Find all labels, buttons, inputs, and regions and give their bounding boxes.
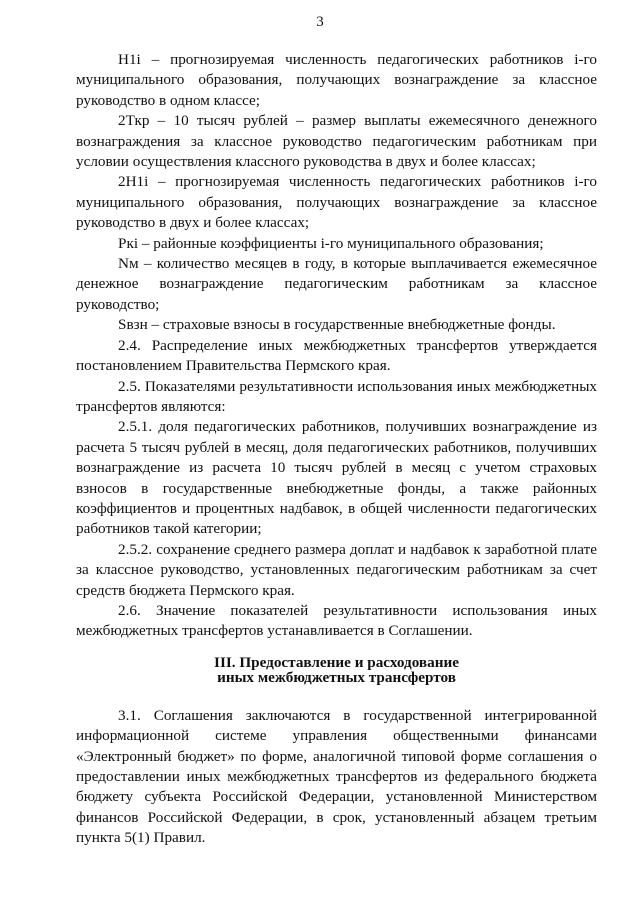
paragraph-3-1: 3.1. Соглашения заключаются в государственной интегрированной информационной системе управления общественными финансами «Электронный бюджет» по форме, аналогичной типовой форме соглашения о предоставлении иных межбюджетных трансфертов из федерального бюджета бюджету субъекта Российской Федерации, установленной Министерством финансов Российской Федерации, в срок, установленный абзацем третьим пункта 5(1) Правил.: [76, 706, 597, 847]
paragraph-2-5-2: 2.5.2. сохранение среднего размера доплат и надбавок к заработной плате за классное руководство, установленных педагогическим работникам за счет средств бюджета Пермского края.: [76, 540, 597, 599]
section-heading: [76, 655, 597, 685]
paragraph-2tkr: 2Ткр – 10 тысяч рублей – размер выплаты ежемесячного денежного вознаграждения за классное руководство педагогическим работникам при условии осуществления классного руководства в двух и более классах;: [76, 112, 597, 171]
section-heading-line-2: иных межбюджетных трансфертов: [217, 668, 456, 686]
paragraph-nm: Nм – количество месяцев в году, в которые выплачивается ежемесячное денежное вознаграждение педагогическим работникам за классное руководство;: [76, 255, 597, 313]
paragraph-rki: Ркi – районные коэффициенты i-го муниципального образования;: [118, 234, 544, 252]
paragraph-2-6: 2.6. Значение показателей результативности использования иных межбюджетных трансфертов устанавливается в Соглашении.: [76, 601, 597, 640]
paragraph-2h1i: 2Н1i – прогнозируемая численность педагогических работников i-го муниципального образования, получающих вознаграждение за классное руководство в двух и более классах;: [76, 173, 597, 232]
paragraph-svzn: Sвзн – страховые взносы в государственные внебюджетные фонды.: [118, 316, 556, 334]
page-number: 3: [316, 14, 324, 30]
section-heading-line-1: III. Предоставление и расходование: [214, 653, 459, 671]
paragraph-2-5-1: 2.5.1. доля педагогических работников, получивших вознаграждение из расчета 5 тысяч рублей в месяц, доля педагогических работников, получивших вознаграждение из расчета 10 тысяч рублей в месяц с учетом страховых взносов в государственные внебюджетные фонды, а также районных коэффициентов и процентных надбавок, в общей численности педагогических работников такой категории;: [76, 418, 597, 538]
paragraph-h1i: Н1i – прогнозируемая численность педагогических работников i-го муниципального образования, получающих вознаграждение за классное руководство в одном классе;: [76, 51, 597, 109]
paragraph-2-4: 2.4. Распределение иных межбюджетных трансфертов утверждается постановлением Правительства Пермского края.: [76, 336, 597, 375]
document-body: [76, 50, 597, 849]
paragraph-2-5: 2.5. Показателями результативности использования иных межбюджетных трансфертов являются:: [76, 377, 597, 415]
